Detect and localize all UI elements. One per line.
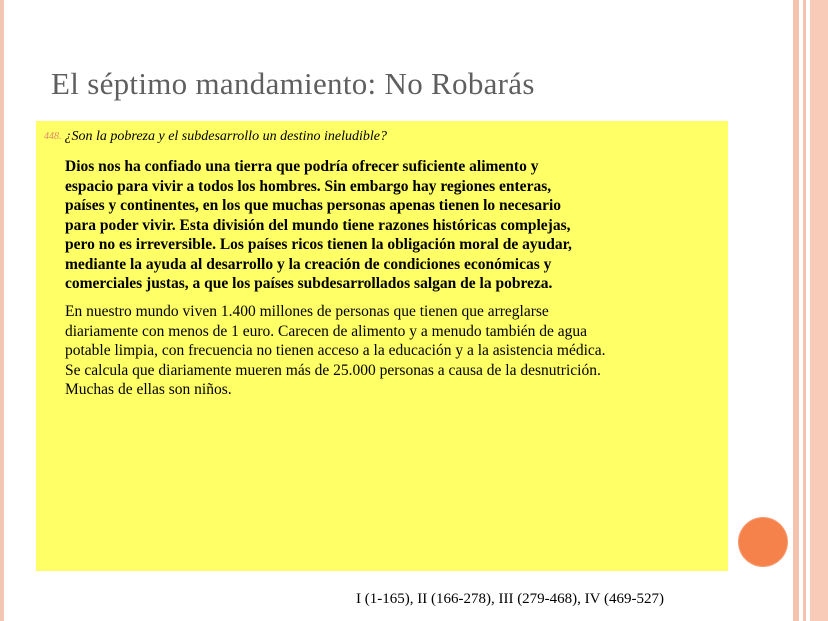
answer-line: espacio para vivir a todos los hombres. Sin embargo hay regiones enteras, <box>65 177 552 195</box>
answer-line: Dios nos ha confiado una tierra que podría ofrecer suficiente alimento y <box>65 158 539 175</box>
left-border-line <box>0 0 4 621</box>
right-decorative-border <box>793 0 828 621</box>
answer-line: países y continentes, en los que muchas personas apenas tienen lo necesario <box>65 197 562 214</box>
question-line <box>44 129 387 145</box>
border-stripe <box>810 0 828 621</box>
answer-line: mediante la ayuda al desarrollo y la creación de condiciones económicas y <box>65 255 552 273</box>
border-stripe <box>803 0 806 621</box>
answer-paragraph <box>65 157 715 294</box>
answer-line: comerciales justas, a que los países subdesarrollados salgan de la pobreza. <box>65 275 553 292</box>
comment-line: En nuestro mundo viven 1.400 millones de personas que tienen que arreglarse <box>65 303 549 320</box>
comment-line: diariamente con menos de 1 euro. Carecen de alimento y a menudo también de agua <box>65 322 588 340</box>
comment-line: potable limpia, con frecuencia no tienen acceso a la educación y a la asistencia médica. <box>65 342 606 359</box>
comment-line: Muchas de ellas son niños. <box>65 381 232 398</box>
decorative-circle <box>738 517 788 567</box>
section-index-footer: I (1-165), II (166-278), III (279-468), IV (469-527) <box>356 591 664 607</box>
comment-line: Se calcula que diariamente mueren más de 25.000 personas a causa de la desnutrición. <box>65 361 601 379</box>
comment-paragraph <box>65 302 725 400</box>
border-stripe <box>793 0 799 621</box>
slide-title: El séptimo mandamiento: No Robarás <box>51 66 535 101</box>
highlight-box <box>36 121 728 571</box>
question-number: 448. <box>44 131 62 142</box>
answer-line: para poder vivir. Esta división del mundo tiene razones históricas complejas, <box>65 216 571 234</box>
answer-line: pero no es irreversible. Los países ricos tienen la obligación moral de ayudar, <box>65 236 572 253</box>
question-text: ¿Son la pobreza y el subdesarrollo un destino ineludible? <box>64 129 387 144</box>
